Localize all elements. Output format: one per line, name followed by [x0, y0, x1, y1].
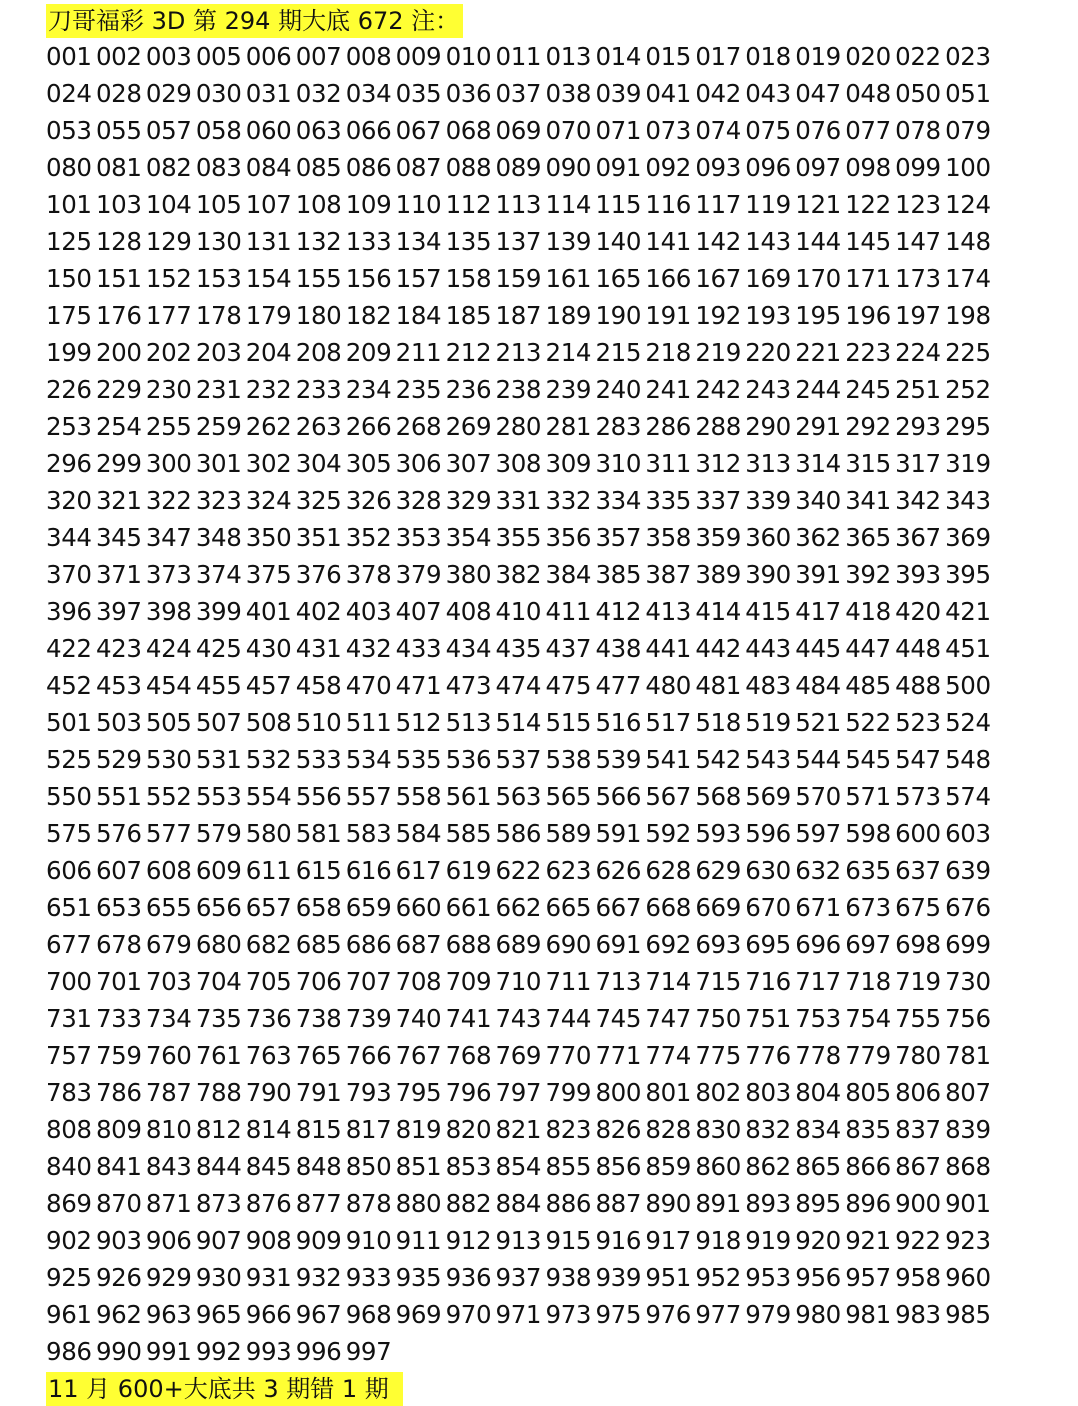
- number-row: 501 503 505 507 508 510 511 512 513 514 515 516 517 518 519 521 522 523 524: [46, 708, 991, 737]
- number-row: 422 423 424 425 430 431 432 433 434 435 437 438 441 442 443 445 447 448 451: [46, 634, 991, 663]
- number-row: 396 397 398 399 401 402 403 407 408 410 411 412 413 414 415 417 418 420 421: [46, 597, 991, 626]
- number-row: 986 990 991 992 993 996 997: [46, 1337, 392, 1366]
- number-row: 700 701 703 704 705 706 707 708 709 710 711 713 714 715 716 717 718 719 730: [46, 967, 991, 996]
- number-row: 320 321 322 323 324 325 326 328 329 331 332 334 335 337 339 340 341 342 343: [46, 486, 991, 515]
- number-row: 101 103 104 105 107 108 109 110 112 113 114 115 116 117 119 121 122 123 124: [46, 190, 991, 219]
- document-title: 刀哥福彩 3D 第 294 期大底 672 注：: [46, 4, 463, 38]
- number-row: 296 299 300 301 302 304 305 306 307 308 309 310 311 312 313 314 315 317 319: [46, 449, 991, 478]
- number-row: 125 128 129 130 131 132 133 134 135 137 139 140 141 142 143 144 145 147 148: [46, 227, 991, 256]
- number-row: 053 055 057 058 060 063 066 067 068 069 070 071 073 074 075 076 077 078 079: [46, 116, 991, 145]
- number-row: 452 453 454 455 457 458 470 471 473 474 475 477 480 481 483 484 485 488 500: [46, 671, 991, 700]
- number-row: 757 759 760 761 763 765 766 767 768 769 770 771 774 775 776 778 779 780 781: [46, 1041, 991, 1070]
- number-row: 840 841 843 844 845 848 850 851 853 854 855 856 859 860 862 865 866 867 868: [46, 1152, 991, 1181]
- document: [46, 4, 1046, 1406]
- number-row: 606 607 608 609 611 615 616 617 619 622 623 626 628 629 630 632 635 637 639: [46, 856, 991, 885]
- number-row: 783 786 787 788 790 791 793 795 796 797 799 800 801 802 803 804 805 806 807: [46, 1078, 991, 1107]
- number-row: 575 576 577 579 580 581 583 584 585 586 589 591 592 593 596 597 598 600 603: [46, 819, 991, 848]
- number-row: 024 028 029 030 031 032 034 035 036 037 038 039 041 042 043 047 048 050 051: [46, 79, 991, 108]
- number-row: 925 926 929 930 931 932 933 935 936 937 938 939 951 952 953 956 957 958 960: [46, 1263, 991, 1292]
- number-row: 370 371 373 374 375 376 378 379 380 382 384 385 387 389 390 391 392 393 395: [46, 560, 991, 589]
- number-row: 150 151 152 153 154 155 156 157 158 159 161 165 166 167 169 170 171 173 174: [46, 264, 991, 293]
- number-row: 731 733 734 735 736 738 739 740 741 743 744 745 747 750 751 753 754 755 756: [46, 1004, 991, 1033]
- footer-note: 11 月 600+大底共 3 期错 1 期: [46, 1372, 403, 1406]
- number-row: 808 809 810 812 814 815 817 819 820 821 823 826 828 830 832 834 835 837 839: [46, 1115, 991, 1144]
- number-row: 550 551 552 553 554 556 557 558 561 563 565 566 567 568 569 570 571 573 574: [46, 782, 991, 811]
- number-row: 001 002 003 005 006 007 008 009 010 011 013 014 015 017 018 019 020 022 023: [46, 42, 991, 71]
- number-row: 080 081 082 083 084 085 086 087 088 089 090 091 092 093 096 097 098 099 100: [46, 153, 991, 182]
- number-row: 199 200 202 203 204 208 209 211 212 213 214 215 218 219 220 221 223 224 225: [46, 338, 991, 367]
- number-row: 175 176 177 178 179 180 182 184 185 187 189 190 191 192 193 195 196 197 198: [46, 301, 991, 330]
- number-row: 253 254 255 259 262 263 266 268 269 280 281 283 286 288 290 291 292 293 295: [46, 412, 991, 441]
- number-row: 226 229 230 231 232 233 234 235 236 238 239 240 241 242 243 244 245 251 252: [46, 375, 991, 404]
- number-row: 902 903 906 907 908 909 910 911 912 913 915 916 917 918 919 920 921 922 923: [46, 1226, 991, 1255]
- number-row: 961 962 963 965 966 967 968 969 970 971 973 975 976 977 979 980 981 983 985: [46, 1300, 991, 1329]
- number-row: 869 870 871 873 876 877 878 880 882 884 886 887 890 891 893 895 896 900 901: [46, 1189, 991, 1218]
- number-list: [46, 38, 1046, 1370]
- number-row: 344 345 347 348 350 351 352 353 354 355 356 357 358 359 360 362 365 367 369: [46, 523, 991, 552]
- number-row: 525 529 530 531 532 533 534 535 536 537 538 539 541 542 543 544 545 547 548: [46, 745, 991, 774]
- number-row: 677 678 679 680 682 685 686 687 688 689 690 691 692 693 695 696 697 698 699: [46, 930, 991, 959]
- number-row: 651 653 655 656 657 658 659 660 661 662 665 667 668 669 670 671 673 675 676: [46, 893, 991, 922]
